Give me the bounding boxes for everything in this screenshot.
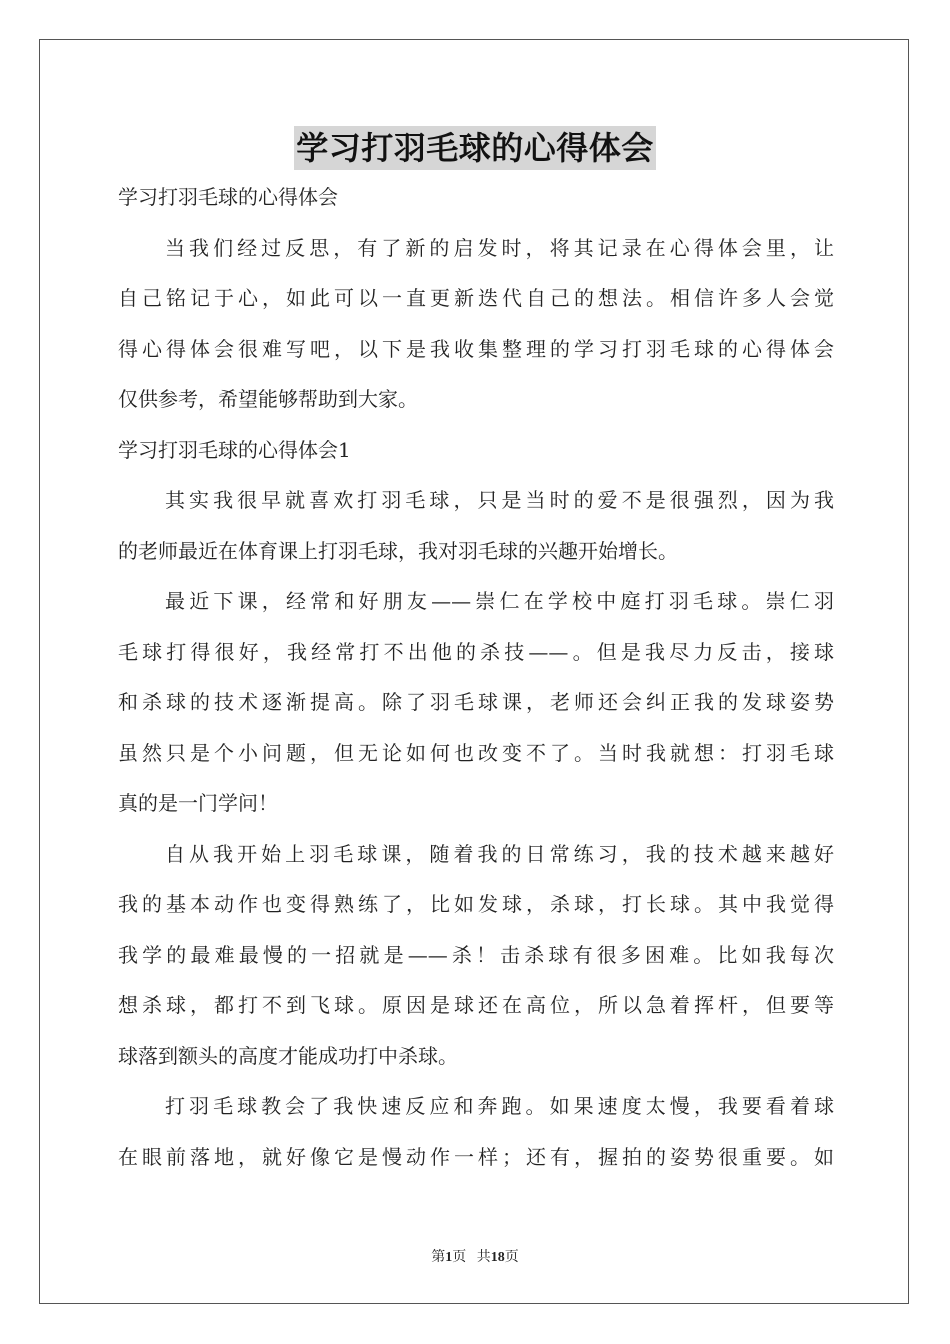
total-suffix: 页	[504, 1250, 519, 1265]
text-line: 我学的最难最慢的一招就是——杀！击杀球有很多困难。比如我每次	[118, 942, 834, 967]
text-line: 仅供参考，希望能够帮助到大家。	[118, 387, 418, 411]
text-line: 其实我很早就喜欢打羽毛球，只是当时的爱不是很强烈，因为我	[165, 488, 834, 512]
page-footer	[0, 1246, 950, 1266]
text-line: 虽然只是个小问题，但无论如何也改变不了。当时我就想：打羽毛球	[118, 740, 834, 765]
text-line: 最近下课，经常和好朋友——崇仁在学校中庭打羽毛球。崇仁羽	[165, 589, 834, 613]
text-line: 打羽毛球教会了我快速反应和奔跑。如果速度太慢，我要看着球	[165, 1094, 834, 1118]
text-line: 和杀球的技术逐渐提高。除了羽毛球课，老师还会纠正我的发球姿势	[118, 690, 834, 714]
text-line: 自从我开始上羽毛球课，随着我的日常练习，我的技术越来越好	[165, 841, 834, 866]
text-line: 当我们经过反思，有了新的启发时，将其记录在心得体会里，让	[165, 235, 834, 260]
text-line: 在眼前落地，就好像它是慢动作一样；还有，握拍的姿势很重要。如	[118, 1144, 834, 1169]
document-title-text: 学习打羽毛球的心得体会	[294, 126, 656, 170]
text-line: 我的基本动作也变得熟练了，比如发球，杀球，打长球。其中我觉得	[118, 892, 834, 916]
document-body	[118, 172, 834, 1182]
text-line: 毛球打得很好，我经常打不出他的杀技——。但是我尽力反击，接球	[118, 639, 834, 664]
total-pages: 18	[490, 1250, 505, 1265]
page-number: 1	[445, 1250, 453, 1265]
text-line: 的老师最近在体育课上打羽毛球，我对羽毛球的兴趣开始增长。	[118, 538, 678, 563]
text-line: 得心得体会很难写吧，以下是我收集整理的学习打羽毛球的心得体会	[118, 336, 834, 361]
text-line: 想杀球，都打不到飞球。原因是球还在高位，所以急着挥杆，但要等	[118, 993, 834, 1017]
total-prefix: 共	[476, 1250, 491, 1265]
text-line: 学习打羽毛球的心得体会	[118, 185, 338, 209]
text-line: 学习打羽毛球的心得体会1	[118, 437, 351, 462]
document-title	[0, 126, 950, 170]
page-suffix: 页	[452, 1250, 467, 1265]
text-line: 真的是一门学问！	[118, 791, 278, 815]
text-line: 球落到额头的高度才能成功打中杀球。	[118, 1043, 458, 1068]
text-line: 自己铭记于心，如此可以一直更新迭代自己的想法。相信许多人会觉	[118, 286, 834, 310]
page-prefix: 第	[431, 1250, 446, 1265]
